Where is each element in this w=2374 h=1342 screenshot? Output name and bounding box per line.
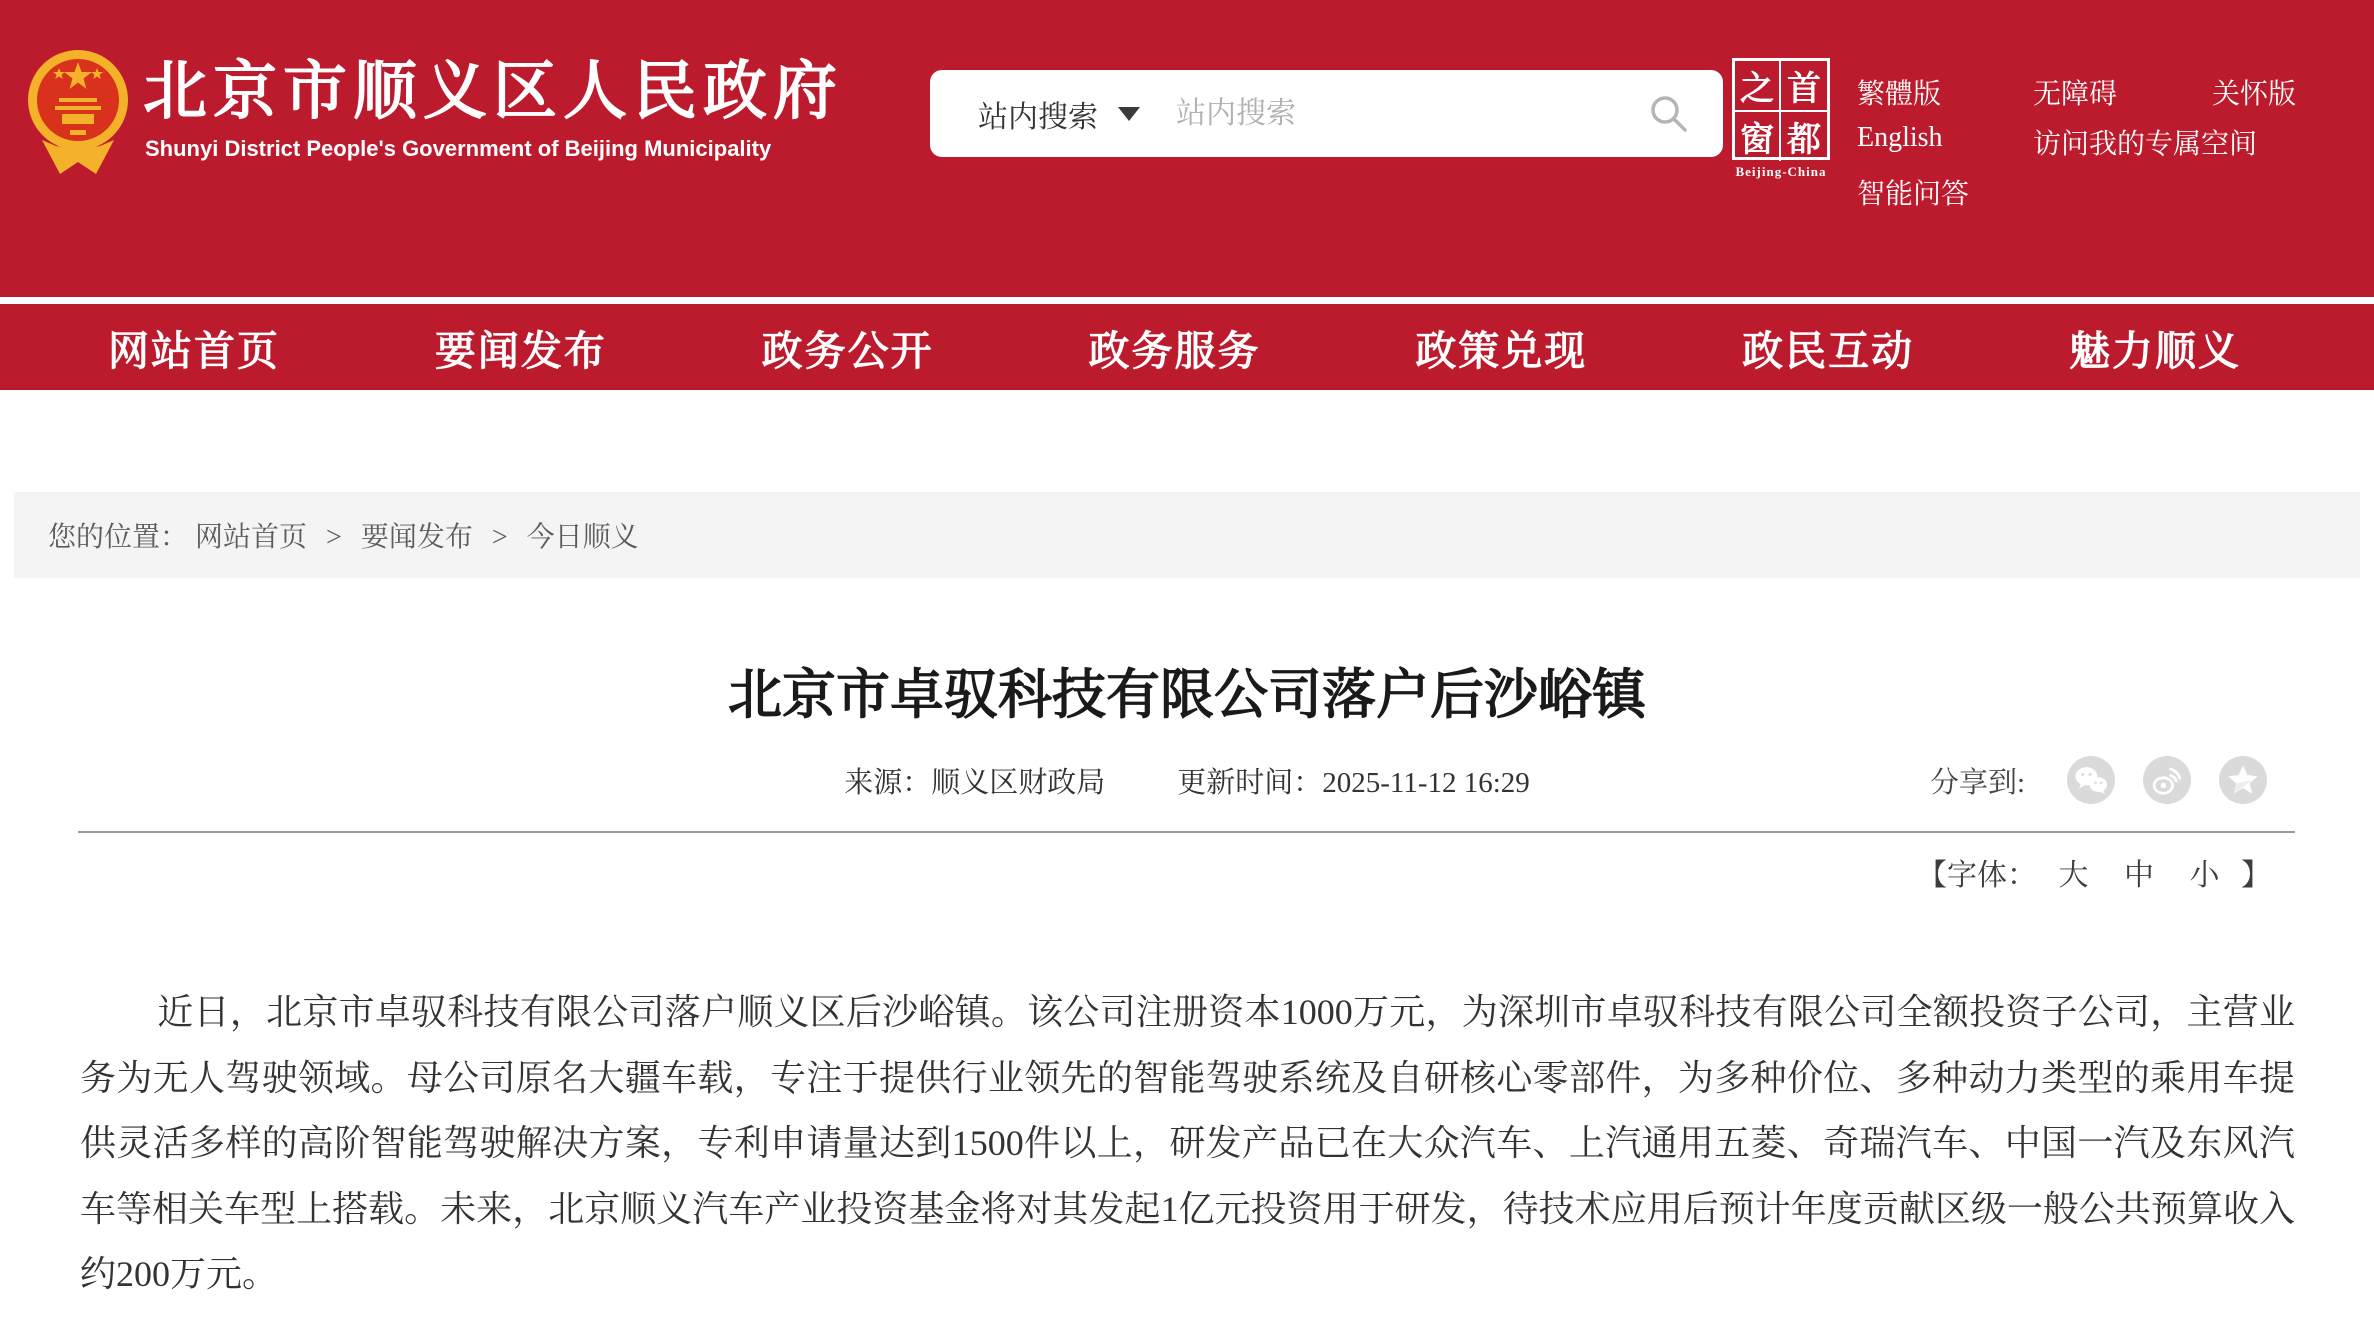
weibo-icon — [2145, 758, 2189, 802]
share-wechat-button[interactable] — [2067, 756, 2115, 804]
site-subtitle: Shunyi District People's Government of Beijing Municipality — [145, 136, 772, 161]
link-traditional-chinese[interactable]: 繁體版 — [1857, 79, 1942, 110]
time-label: 更新时间： — [1177, 767, 1323, 799]
logo-char: 首 — [1781, 61, 1827, 112]
source-value: 顺义区财政局 — [931, 767, 1106, 799]
nav-item-charm-shunyi[interactable]: 魅力顺义 — [2068, 327, 2241, 374]
nav-item-gov-open[interactable]: 政务公开 — [761, 327, 934, 374]
link-english[interactable]: English — [1857, 122, 1943, 153]
link-accessibility[interactable]: 无障碍 — [2033, 79, 2118, 110]
capital-window-logo-icon — [1732, 58, 1830, 160]
logo-caption: Beijing-China — [1735, 164, 1827, 179]
search-button[interactable] — [1647, 92, 1691, 136]
breadcrumb-today-shunyi[interactable]: 今日顺义 — [526, 522, 639, 553]
chevron-down-icon — [1118, 107, 1140, 121]
article-source — [844, 760, 1105, 801]
site-header — [0, 0, 2374, 297]
breadcrumb-separator: > — [491, 522, 508, 553]
font-size-selector — [1917, 850, 2271, 894]
logo-char: 窗 — [1735, 112, 1781, 161]
font-size-large[interactable]: 大 — [2058, 859, 2089, 892]
logo-char: 都 — [1787, 122, 1821, 159]
article-body — [80, 980, 2295, 1308]
content-divider — [78, 831, 2295, 833]
breadcrumb-label: 您的位置： — [48, 522, 189, 553]
link-smart-qa[interactable]: 智能问答 — [1857, 179, 1970, 210]
font-size-medium[interactable]: 中 — [2124, 859, 2154, 892]
main-nav — [0, 304, 2374, 390]
breadcrumb-bar — [14, 492, 2360, 578]
nav-item-gov-services[interactable]: 政务服务 — [1088, 327, 1261, 374]
search-scope-dropdown[interactable] — [930, 92, 1140, 136]
article-paragraph: 近日，北京市卓驭科技有限公司落户顺义区后沙峪镇。该公司注册资本1000万元，为深圳市卓驭科技有限公司全额投资子公司，主营业务为无人驾驶领域。母公司原名大疆车载，专注于提供行业领先的智能驾驶系统及自研核心零部件，为多种价位、多种动力类型的乘用车提供灵活多样的高阶智能驾驶解决方案，专利申请量达到1500件以上，研发产品已在大众汽车、上汽通用五菱、奇瑞汽车、中国一汽及东风汽车等相关车型上搭载。未来，北京顺义汽车产业投资基金将对其发起1亿元投资用于研发，待技术应用后预计年度贡献区级一般公共预算收入约200万元。 — [80, 992, 2295, 1294]
source-label: 来源： — [844, 767, 932, 799]
wechat-icon — [2069, 758, 2113, 802]
share-row — [1930, 756, 2295, 804]
article-title: 北京市卓驭科技有限公司落户后沙峪镇 — [728, 665, 1646, 725]
breadcrumb-separator: > — [326, 522, 342, 553]
nav-item-policy[interactable]: 政策兑现 — [1415, 327, 1588, 374]
nav-item-interaction[interactable]: 政民互动 — [1742, 327, 1915, 374]
logo-char: 之 — [1735, 61, 1781, 112]
header-divider — [0, 297, 2374, 304]
time-value: 2025-11-12 16:29 — [1322, 767, 1530, 799]
national-emblem-icon — [26, 42, 130, 180]
nav-item-home[interactable]: 网站首页 — [108, 327, 280, 374]
site-title: 北京市顺义区人民政府 — [143, 55, 843, 127]
search-scope-label: 站内搜索 — [978, 100, 1098, 134]
search-input[interactable] — [1176, 97, 1596, 131]
link-care-version[interactable]: 关怀版 — [2212, 79, 2297, 110]
site-search — [930, 70, 1723, 157]
article-time — [1177, 760, 1530, 801]
search-icon — [1647, 92, 1691, 136]
breadcrumb-home[interactable]: 网站首页 — [195, 522, 308, 553]
font-size-open: 【字体： — [1917, 859, 2037, 892]
font-size-close: 】 — [2241, 859, 2271, 892]
font-size-small[interactable]: 小 — [2189, 859, 2220, 892]
share-qzone-button[interactable] — [2219, 756, 2267, 804]
nav-item-news[interactable]: 要闻发布 — [434, 327, 607, 374]
capital-window-logo[interactable] — [1732, 58, 1830, 180]
breadcrumb — [48, 515, 639, 555]
share-weibo-button[interactable] — [2143, 756, 2191, 804]
share-label: 分享到: — [1930, 766, 2026, 799]
link-my-space[interactable]: 访问我的专属空间 — [2033, 129, 2258, 160]
breadcrumb-news[interactable]: 要闻发布 — [360, 522, 473, 553]
qzone-star-icon — [2221, 758, 2265, 802]
